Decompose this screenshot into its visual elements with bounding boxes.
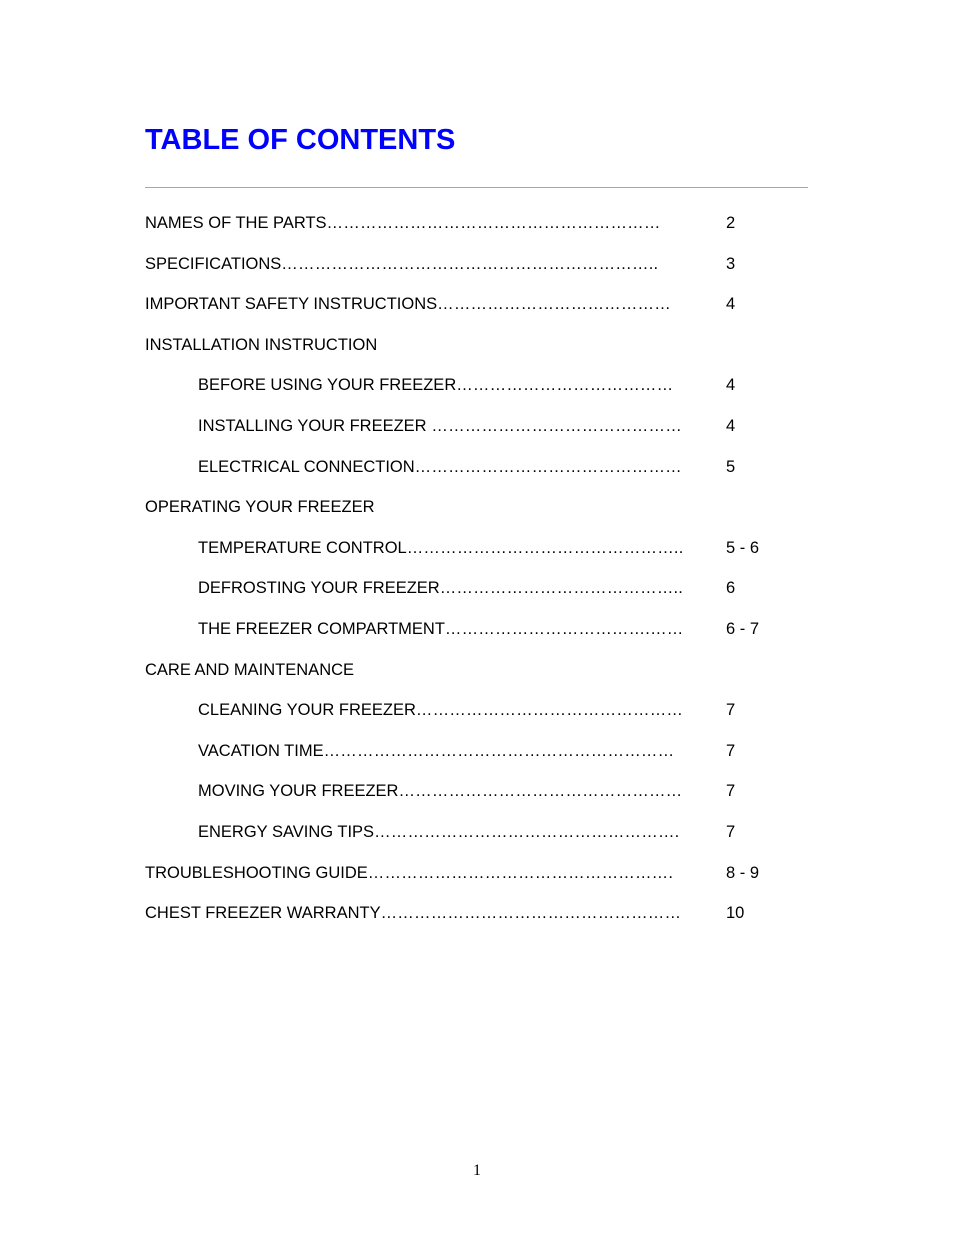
toc-entry-label: DEFROSTING YOUR FREEZER [198,579,440,597]
toc-section-entry [145,902,745,924]
toc-dot-leader: ………………………………………… [414,458,682,476]
toc-page-ref: 6 [726,579,736,597]
toc-entry-label: CARE AND MAINTENANCE [145,661,355,679]
toc-page-ref: 4 [726,295,736,313]
toc-dot-leader: ………………………………………………………….. [281,255,659,273]
toc-entry-label: ELECTRICAL CONNECTION [198,458,415,476]
toc-subsection-entry [198,577,736,599]
toc-entry-label: INSTALLING YOUR FREEZER [198,417,427,435]
toc-subsection-entry [198,415,736,437]
toc-entry-label: NAMES OF THE PARTS [145,214,327,232]
toc-section-entry [145,659,354,681]
toc-subsection-entry [198,740,736,762]
toc-page-ref: 7 [726,823,736,841]
toc-page-ref: 4 [726,376,736,394]
toc-entry-label: CLEANING YOUR FREEZER [198,701,416,719]
toc-entry-label: TEMPERATURE CONTROL [198,539,407,557]
toc-section-entry [145,293,736,315]
toc-dot-leader: ………………………………………………. [374,823,680,841]
toc-page-ref: 8 - 9 [726,864,760,882]
toc-page-ref: 5 [726,458,736,476]
toc-entry-label: MOVING YOUR FREEZER [198,782,399,800]
toc-dot-leader: ……………………………………………… [380,904,682,922]
toc-section-entry [145,862,760,884]
toc-dot-leader: ………………………………… [456,376,674,394]
toc-subsection-entry [198,374,736,396]
toc-entry-label: VACATION TIME [198,742,324,760]
toc-page-ref: 5 - 6 [726,539,760,557]
toc-dot-leader: …………………………………… [437,295,671,313]
toc-dot-leader: ………………………………………… [415,701,684,719]
toc-entry-label: TROUBLESHOOTING GUIDE [145,864,368,882]
toc-dot-leader: ………………………………………….. [406,539,684,557]
toc-subsection-entry [198,537,760,559]
toc-subsection-entry [198,618,760,640]
toc-subsection-entry [198,780,736,802]
toc-entry-label: CHEST FREEZER WARRANTY [145,904,381,922]
toc-entry-label: BEFORE USING YOUR FREEZER [198,376,457,394]
toc-dot-leader: …………………………………….. [439,579,684,597]
toc-page-ref: 6 - 7 [726,620,760,638]
toc-dot-leader: …………………………………………… [398,782,683,800]
toc-page-ref: 7 [726,742,736,760]
toc-dot-leader: ……………………………………………………… [323,742,675,760]
toc-section-entry [145,496,375,518]
toc-subsection-entry [198,821,736,843]
toc-entry-label: IMPORTANT SAFETY INSTRUCTIONS [145,295,438,313]
page-number: 1 [473,1162,481,1179]
page-title: TABLE OF CONTENTS [145,124,456,156]
toc-section-entry [145,253,736,275]
toc-page-ref: 7 [726,782,736,800]
toc-section-entry [145,212,736,234]
toc-dot-leader: ……………………………………… [426,417,682,435]
toc-entry-label: OPERATING YOUR FREEZER [145,498,375,516]
toc-entry-label: THE FREEZER COMPARTMENT [198,620,445,638]
toc-dot-leader: ……………………………….…… [444,620,684,638]
toc-subsection-entry [198,699,736,721]
toc-section-entry [145,334,377,356]
toc-page-ref: 4 [726,417,736,435]
toc-entry-label: SPECIFICATIONS [145,255,282,273]
toc-entry-label: ENERGY SAVING TIPS [198,823,375,841]
toc-page-ref: 3 [726,255,736,273]
toc-page-ref: 10 [726,904,745,922]
toc-page-ref: 7 [726,701,736,719]
toc-subsection-entry [198,456,736,478]
toc-dot-leader: ………………………………………………. [367,864,674,882]
toc-entry-label: INSTALLATION INSTRUCTION [145,336,378,354]
toc-dot-leader: …………………………………………………… [326,214,661,232]
toc-page-ref: 2 [726,214,736,232]
